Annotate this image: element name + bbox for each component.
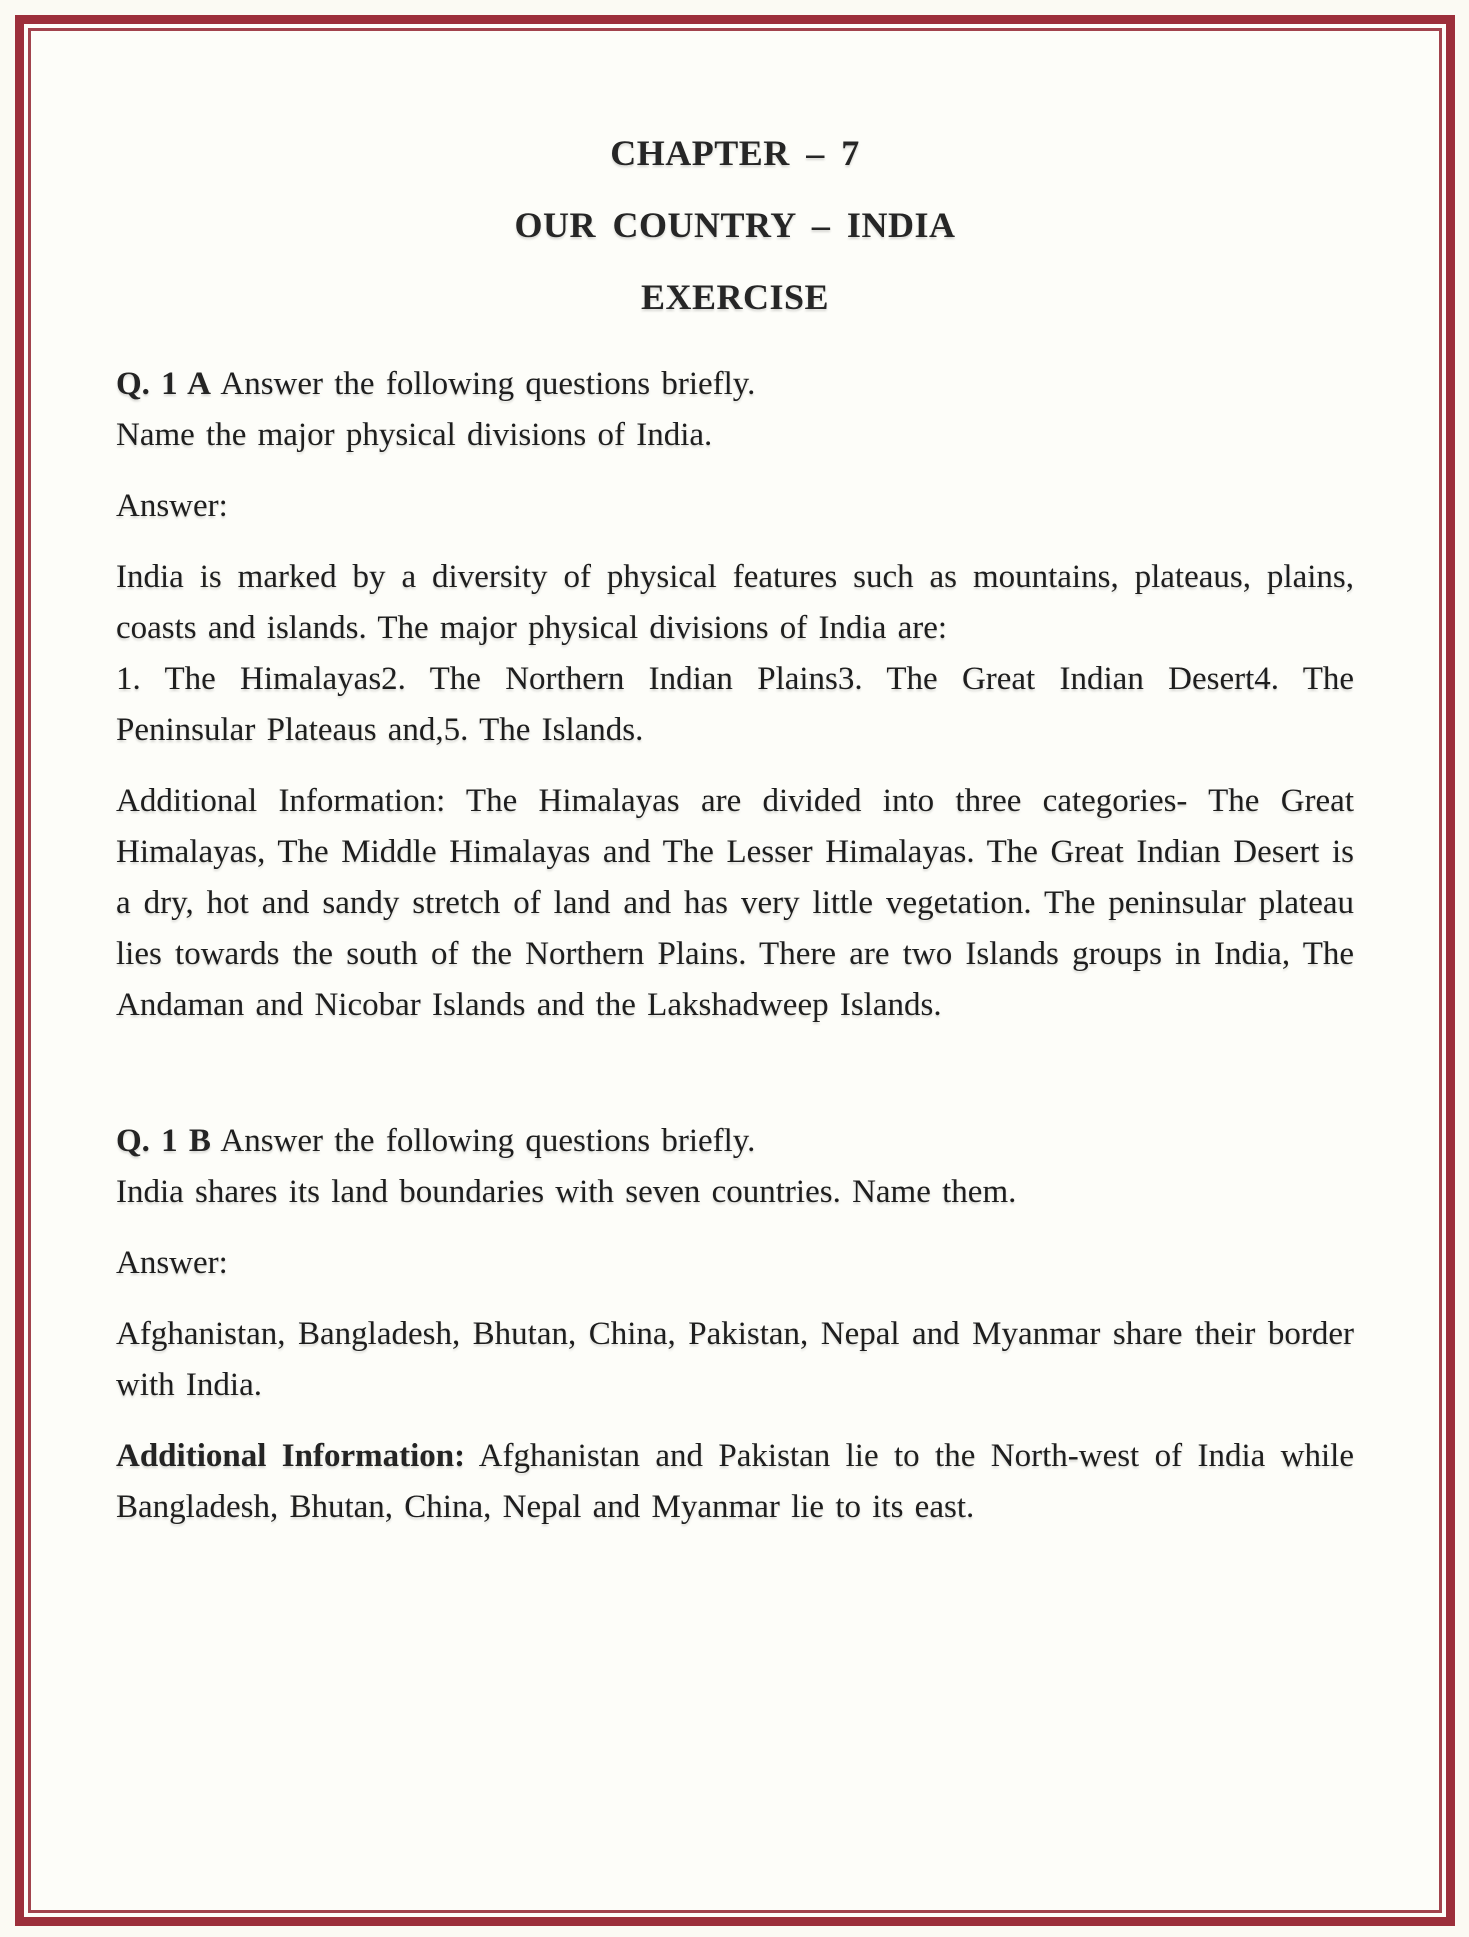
answer-1a-paragraph xyxy=(116,552,1354,654)
title-heading: OUR COUNTRY – INDIA xyxy=(514,205,956,245)
chapter-heading: CHAPTER – 7 xyxy=(610,133,860,173)
answer-1a-list xyxy=(116,654,1354,756)
additional-info-1b-label: Additional Information: xyxy=(116,1438,466,1474)
exercise-heading: EXERCISE xyxy=(640,277,830,317)
question-1b-block xyxy=(116,1116,1354,1218)
answer-1b-paragraph xyxy=(116,1309,1354,1411)
additional-info-1a-text: Additional Information: The Himalayas are divided into three categories- The Great Himalayas, The Middle Himalayas and The Lesser Himalayas. The Great Indian Desert is a dry, hot and sandy stretch of land and has very little vegetation. The peninsular plateau lies towards the south of the Northern Plains. There are two Islands groups in India, The Andaman and Nicobar Islands and the Lakshadweep Islands. xyxy=(116,783,1354,1023)
decorative-border-inner xyxy=(28,28,1442,1913)
answer-1a-list-text: 1. The Himalayas2. The Northern Indian Plains3. The Great Indian Desert4. The Peninsular Plateaus and,5. The Islands. xyxy=(116,661,1354,748)
additional-info-1a xyxy=(116,776,1354,1031)
question-1b-text: India shares its land boundaries with seven countries. Name them. xyxy=(116,1174,1017,1210)
question-1b-intro: Answer the following questions briefly. xyxy=(220,1123,756,1159)
question-1a-intro: Answer the following questions briefly. xyxy=(220,366,756,402)
question-1a-text: Name the major physical divisions of India. xyxy=(116,417,713,453)
answer-1a-label: Answer: xyxy=(116,488,228,524)
question-1a-label: Q. 1 A xyxy=(116,366,211,402)
page-content xyxy=(31,31,1439,1533)
question-1a-block xyxy=(116,359,1354,461)
decorative-border-outer xyxy=(15,15,1455,1926)
question-1b-label: Q. 1 B xyxy=(116,1123,211,1159)
answer-1b-label: Answer: xyxy=(116,1245,228,1281)
answer-1a-text: India is marked by a diversity of physical features such as mountains, plateaus, plains, coasts and islands. The major physical divisions of India are: xyxy=(116,559,1354,646)
additional-info-1b-text: Afghanistan and Pakistan lie to the North-west of India while Bangladesh, Bhutan, China, Nepal and Myanmar lie to its east. xyxy=(116,1438,1355,1525)
answer-1b-text: Afghanistan, Bangladesh, Bhutan, China, Pakistan, Nepal and Myanmar share their border with India. xyxy=(116,1316,1354,1403)
additional-info-1b xyxy=(116,1431,1354,1533)
